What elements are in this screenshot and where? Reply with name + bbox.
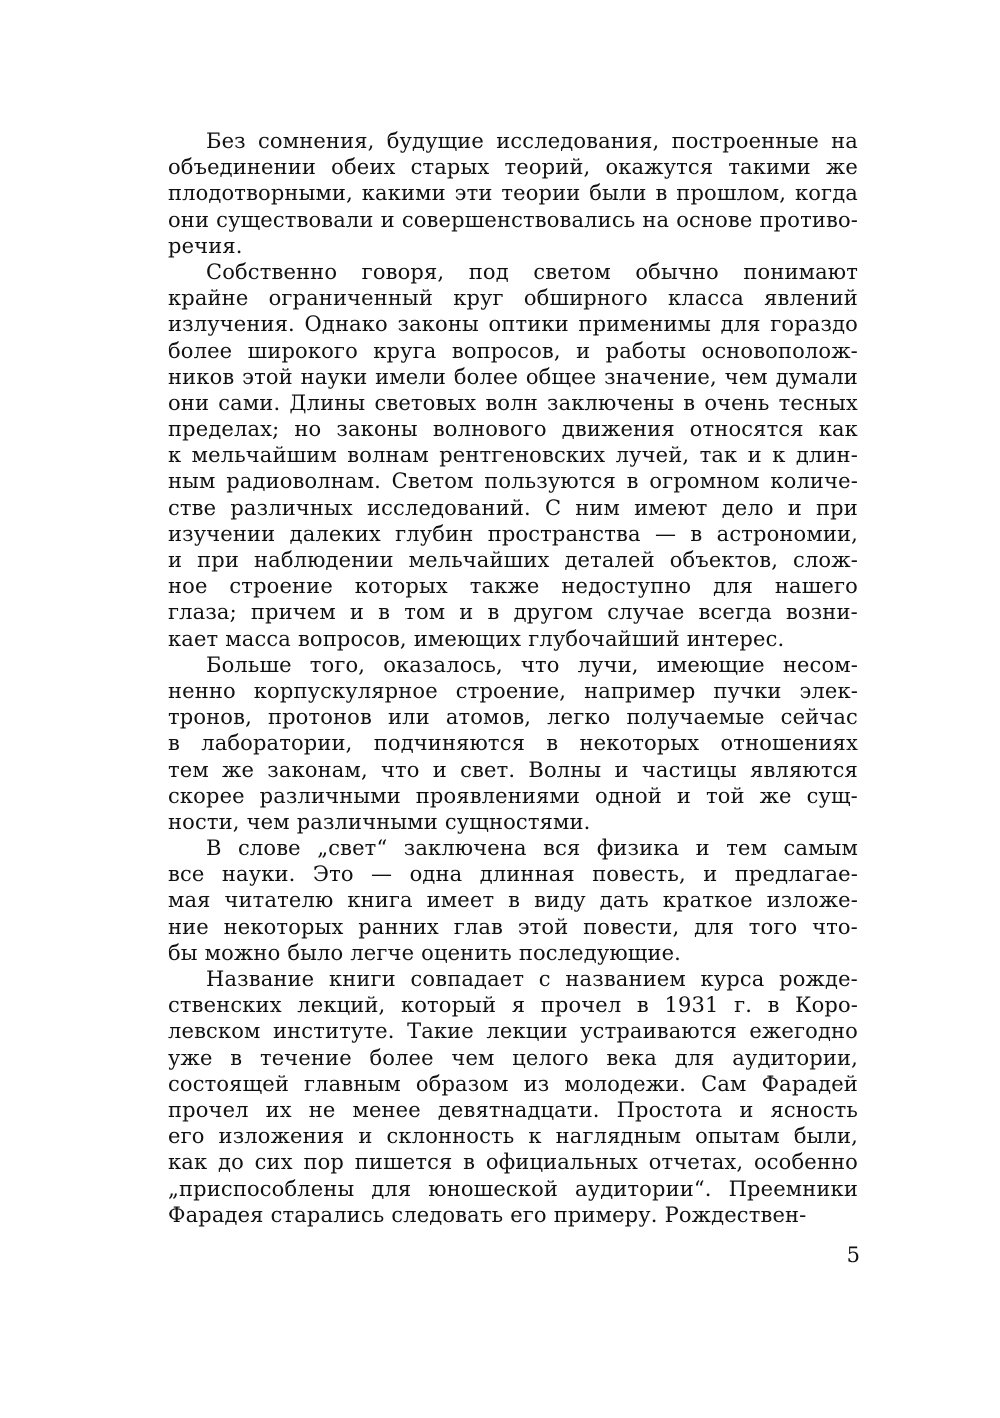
- text-line: к мельчайшим волнам рентгеновских лучей, так и к длин-: [168, 443, 858, 468]
- paragraph: [168, 966, 858, 1228]
- text-line: речия.: [168, 233, 243, 258]
- text-line: крайне ограниченный круг обширного класса явлений: [168, 286, 858, 311]
- paragraph: [168, 835, 858, 966]
- text-line: ников этой науки имели более общее значение, чем думали: [168, 364, 858, 389]
- text-line: Название книги совпадает с названием курса рожде-: [206, 967, 858, 991]
- text-line: скорее различными проявлениями одной и той же сущ-: [168, 783, 858, 808]
- text-line: Собственно говоря, под светом обычно понимают: [206, 259, 858, 284]
- text-line: тем же законам, что и свет. Волны и частицы являются: [168, 757, 858, 782]
- text-line: стве различных исследований. С ним имеют дело и при: [168, 495, 858, 520]
- text-line: более широкого круга вопросов, и работы основополож-: [168, 338, 858, 363]
- text-line: тронов, протонов или атомов, легко получаемые сейчас: [168, 705, 858, 730]
- text-line: кает масса вопросов, имеющих глубочайший интерес.: [168, 626, 785, 651]
- text-line: ности, чем различными сущностями.: [168, 809, 591, 834]
- text-line: как до сих пор пишется в официальных отчетах, особенно: [168, 1150, 858, 1175]
- text-line: Фарадея старались следовать его примеру. Рождествен-: [168, 1202, 807, 1227]
- text-line: ние некоторых ранних глав этой повести, для того что-: [168, 914, 858, 939]
- text-line: пределах; но законы волнового движения относятся как: [168, 417, 858, 442]
- text-line: В слове „свет“ заключена вся физика и тем самым: [206, 836, 858, 861]
- paragraph: [168, 652, 858, 835]
- body-text: [168, 128, 858, 1228]
- text-line: Без сомнения, будущие исследования, построенные на: [206, 129, 858, 153]
- text-line: ственских лекций, который я прочел в 1931 г. в Коро-: [168, 993, 858, 1018]
- paragraph: [168, 128, 858, 259]
- text-line: Больше того, оказалось, что лучи, имеющие несом-: [206, 652, 858, 677]
- text-line: „приспособлены для юношеской аудитории“. Преемники: [168, 1176, 858, 1201]
- text-line: ное строение которых также недоступно для нашего: [168, 574, 858, 599]
- text-line: ным радиоволнам. Светом пользуются в огромном количе-: [168, 469, 858, 494]
- text-line: состоящей главным образом из молодежи. Сам Фарадей: [168, 1071, 858, 1096]
- text-line: левском институте. Такие лекции устраиваются ежегодно: [168, 1019, 858, 1044]
- paragraph: [168, 259, 858, 652]
- text-line: прочел их не менее девятнадцати. Простота и ясность: [168, 1097, 858, 1122]
- text-line: излучения. Однако законы оптики применимы для гораздо: [168, 312, 858, 337]
- text-line: глаза; причем и в том и в другом случае всегда возни-: [168, 600, 858, 625]
- text-line: ненно корпускулярное строение, например пучки элек-: [168, 678, 858, 703]
- text-line: в лаборатории, подчиняются в некоторых отношениях: [168, 731, 858, 756]
- text-line: они сами. Длины световых волн заключены в очень тесных: [168, 390, 858, 415]
- text-line: бы можно было легче оценить последующие.: [168, 940, 681, 965]
- text-line: все науки. Это — одна длинная повесть, и предлагае-: [168, 862, 858, 887]
- page-number: 5: [846, 1243, 860, 1267]
- text-line: его изложения и склонность к наглядным опытам были,: [168, 1124, 858, 1149]
- text-line: мая читателю книга имеет в виду дать краткое изложе-: [168, 888, 858, 913]
- text-line: плодотворными, какими эти теории были в прошлом, когда: [168, 181, 858, 206]
- text-line: объединении обеих старых теорий, окажутся такими же: [168, 155, 858, 180]
- text-line: они существовали и совершенствовались на основе противо-: [168, 207, 858, 232]
- text-line: изучении далеких глубин пространства — в астрономии,: [168, 521, 858, 546]
- text-line: уже в течение более чем целого века для аудитории,: [168, 1045, 858, 1070]
- text-line: и при наблюдении мельчайших деталей объектов, слож-: [168, 548, 858, 572]
